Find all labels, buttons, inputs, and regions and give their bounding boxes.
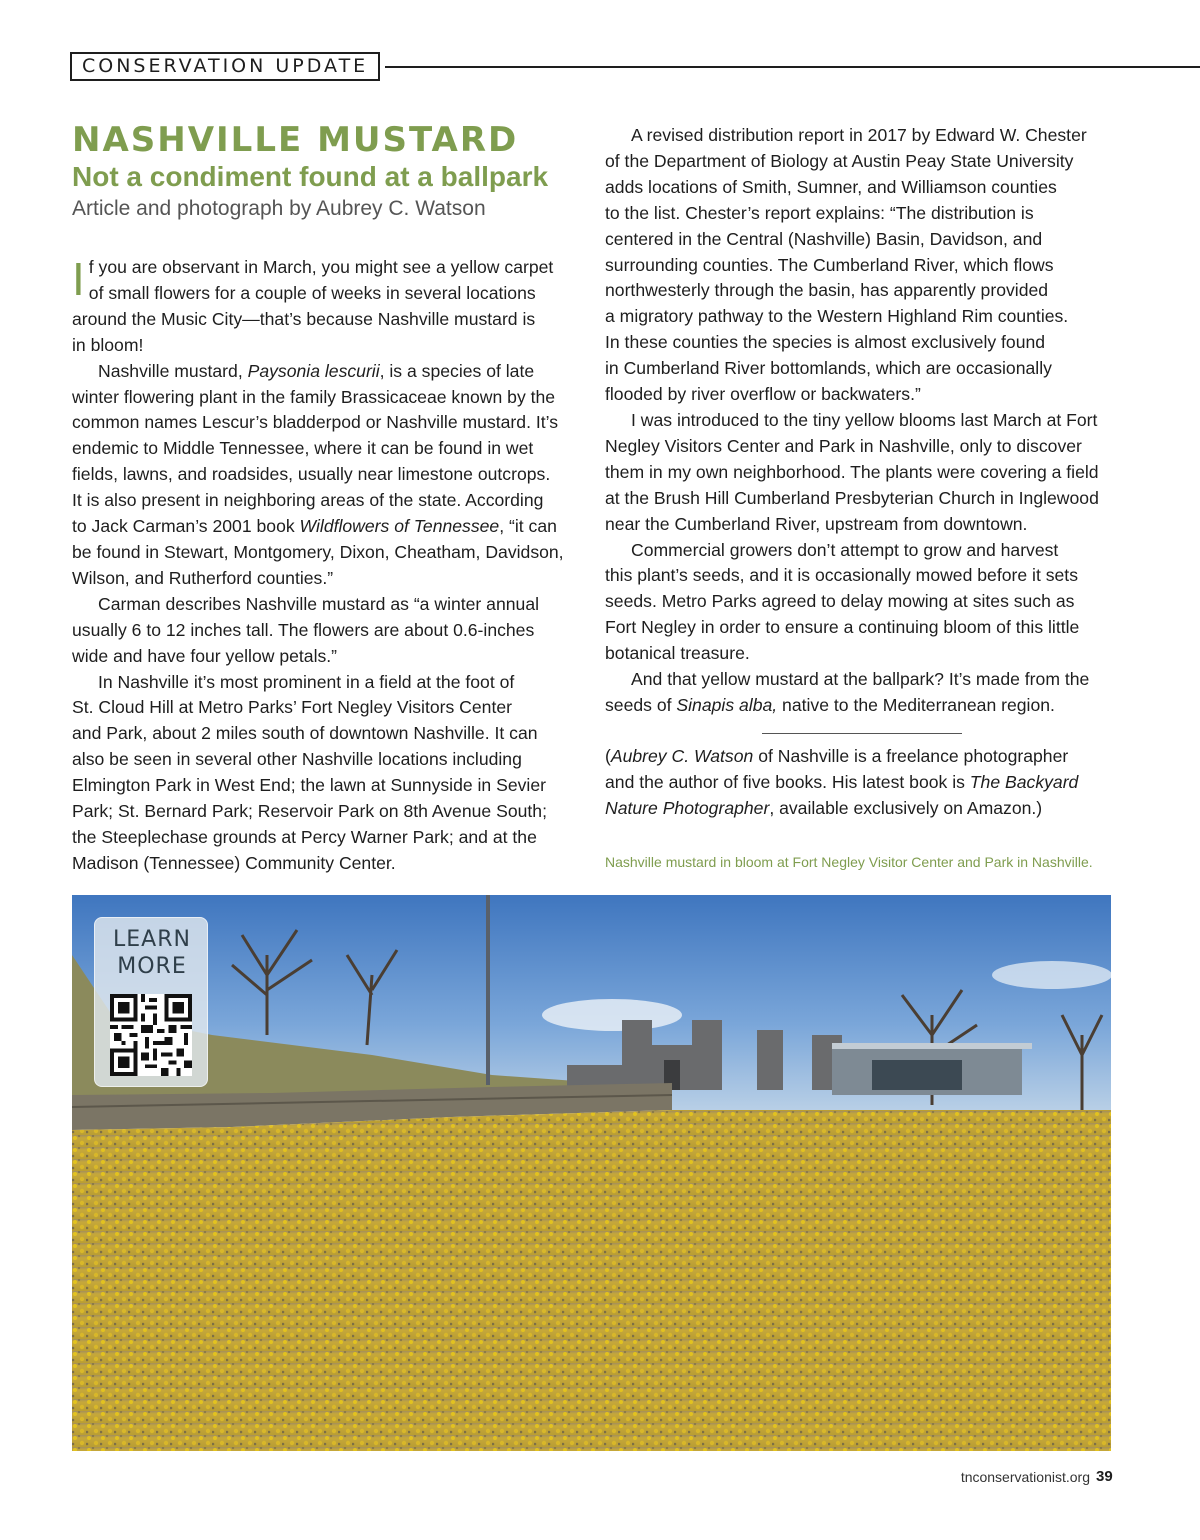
text-span: of Nashville is a freelance photographer (753, 745, 1069, 766)
text-line: a migratory pathway to the Western Highland Rim counties. (605, 306, 1069, 327)
photo-fort-negley (72, 895, 1111, 1451)
paragraph-4 (72, 670, 584, 877)
article-subtitle: Not a condiment found at a ballpark (72, 161, 549, 192)
left-column (72, 255, 584, 877)
text-line: of the Department of Biology at Austin Peay State University (605, 150, 1074, 171)
footer-website: tnconservationist.org (960, 1469, 1090, 1485)
page-number: 39 (1096, 1468, 1113, 1485)
text-line: Fort Negley in order to ensure a continuing bloom of this little (605, 617, 1080, 638)
text-line: Commercial growers don’t attempt to grow and harvest (631, 539, 1059, 560)
text-line: this plant’s seeds, and it is occasionally mowed before it sets (605, 565, 1078, 586)
text-line: around the Music City—that’s because Nashville mustard is (72, 308, 536, 329)
text-line: northwesterly through the basin, has apparently provided (605, 280, 1049, 301)
text-span: and the author of five books. His latest book is (605, 771, 970, 792)
section-label: CONSERVATION UPDATE (70, 52, 380, 81)
text-line: I was introduced to the tiny yellow blooms last March at Fort (631, 409, 1098, 430)
text-line: centered in the Central (Nashville) Basin, Davidson, and (605, 228, 1043, 249)
text-line: adds locations of Smith, Sumner, and Williamson counties (605, 176, 1057, 197)
intro-paragraph (72, 255, 584, 359)
bio-divider (762, 733, 962, 734)
book-title: The Backyard (969, 771, 1079, 792)
learn-more-label (95, 926, 209, 980)
article-title: NASHVILLE MUSTARD (72, 120, 519, 160)
text-line: flooded by river overflow or backwaters.” (605, 384, 921, 405)
text-span: to Jack Carman’s 2001 book (72, 516, 300, 537)
text-line: Madison (Tennessee) Community Center. (72, 852, 396, 873)
paragraph-2 (72, 359, 584, 592)
text-line: surrounding counties. The Cumberland River, which flows (605, 254, 1054, 275)
paragraph-5 (605, 123, 1117, 408)
text-line: wide and have four yellow petals.” (72, 645, 338, 666)
species-name: Sinapis alba, (676, 694, 778, 715)
text-line: and Park, about 2 miles south of downtown Nashville. It can (72, 723, 538, 744)
text-span: ( (605, 745, 611, 766)
text-line: f you are observant in March, you might see a yellow carpet (88, 257, 554, 277)
text-span: seeds of (605, 694, 677, 715)
text-line: near the Cumberland River, upstream from downtown. (605, 513, 1028, 534)
species-name: Paysonia lescurii (247, 360, 380, 381)
text-span: native to the Mediterranean region. (777, 694, 1055, 715)
drop-cap: I (72, 253, 85, 305)
text-line: St. Cloud Hill at Metro Parks’ Fort Negley Visitors Center (72, 697, 512, 718)
text-line: Elmington Park in West End; the lawn at Sunnyside in Sevier (72, 775, 546, 796)
text-span: Nashville mustard, (98, 360, 248, 381)
text-span: , is a species of late (379, 360, 535, 381)
text-line: Carman describes Nashville mustard as “a winter annual (98, 593, 540, 614)
learn-more-box[interactable] (94, 917, 208, 1087)
text-line: be found in Stewart, Montgomery, Dixon, Cheatham, Davidson, (72, 541, 564, 562)
photo-caption: Nashville mustard in bloom at Fort Negley Visitor Center and Park in Nashville. (605, 854, 1093, 870)
right-column (605, 123, 1117, 822)
text-line: Wilson, and Rutherford counties.” (72, 567, 334, 588)
photo-illustration (72, 895, 1111, 1451)
book-title: Nature Photographer (605, 797, 770, 818)
text-line: also be seen in several other Nashville locations including (72, 749, 522, 770)
text-line: Park; St. Bernard Park; Reservoir Park on 8th Avenue South; (72, 801, 547, 822)
paragraph-7 (605, 538, 1117, 668)
text-line: In these counties the species is almost exclusively found (605, 332, 1046, 353)
text-line: at the Brush Hill Cumberland Presbyterian Church in Inglewood (605, 487, 1099, 508)
text-line: fields, lawns, and roadsides, usually near limestone outcrops. (72, 464, 551, 485)
learn-more-line: MORE (117, 954, 187, 979)
text-span: , available exclusively on Amazon.) (769, 797, 1043, 818)
paragraph-6 (605, 408, 1117, 538)
text-line: seeds. Metro Parks agreed to delay mowing at sites such as (605, 591, 1075, 612)
paragraph-3 (72, 592, 584, 670)
text-line: endemic to Middle Tennessee, where it can be found in wet (72, 438, 534, 459)
text-line: the Steeplechase grounds at Percy Warner Park; and at the (72, 826, 537, 847)
text-line: Negley Visitors Center and Park in Nashville, only to discover (605, 435, 1082, 456)
text-line: botanical treasure. (605, 643, 750, 664)
text-line: in bloom! (72, 334, 144, 355)
paragraph-8 (605, 667, 1117, 719)
section-header-rule (385, 66, 1200, 68)
article-byline: Article and photograph by Aubrey C. Watson (72, 197, 486, 220)
text-line: In Nashville it’s most prominent in a field at the foot of (98, 671, 515, 692)
qr-code-icon[interactable] (110, 994, 192, 1076)
text-line: It is also present in neighboring areas of the state. According (72, 490, 544, 511)
text-line: in Cumberland River bottomlands, which are occasionally (605, 358, 1052, 379)
text-span: , “it can (499, 516, 557, 537)
text-line: them in my own neighborhood. The plants were covering a field (605, 461, 1099, 482)
text-line: winter flowering plant in the family Brassicaceae known by the (72, 386, 556, 407)
text-line: A revised distribution report in 2017 by Edward W. Chester (631, 125, 1087, 145)
text-line: of small flowers for a couple of weeks in several locations (88, 282, 536, 303)
text-line: usually 6 to 12 inches tall. The flowers are about 0.6-inches (72, 619, 535, 640)
learn-more-line: LEARN (113, 927, 191, 952)
text-line: And that yellow mustard at the ballpark? It’s made from the (631, 669, 1090, 690)
author-bio (605, 744, 1117, 822)
author-name: Aubrey C. Watson (610, 745, 754, 766)
book-title: Wildflowers of Tennessee (299, 516, 500, 537)
text-line: common names Lescur’s bladderpod or Nashville mustard. It’s (72, 412, 559, 433)
text-line: to the list. Chester’s report explains: “The distribution is (605, 202, 1034, 223)
